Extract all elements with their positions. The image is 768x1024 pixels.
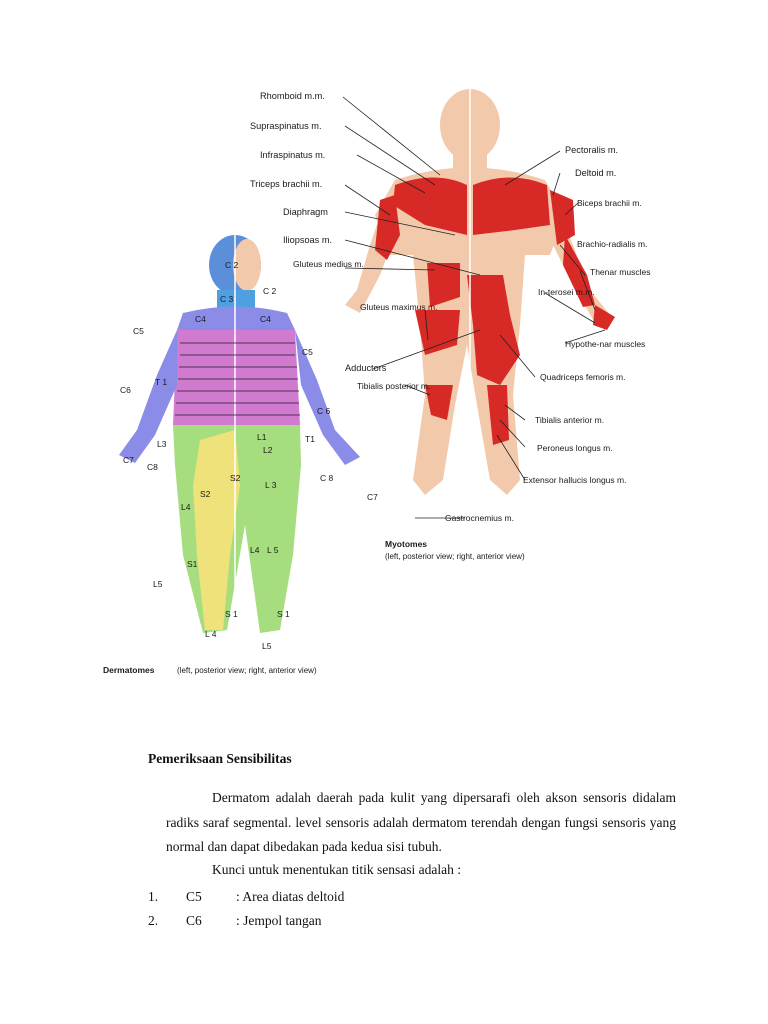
dermatomes-caption-title: Dermatomes <box>103 665 155 675</box>
segment-label: C 3 <box>220 294 234 304</box>
segment-label: T1 <box>305 434 315 444</box>
segment-label: S 1 <box>225 609 238 619</box>
segment-code: C5 <box>186 889 202 904</box>
myotome-label: Supraspinatus m. <box>250 121 322 131</box>
myotome-label: Deltoid m. <box>575 168 617 178</box>
myotome-label: Biceps brachii m. <box>577 198 642 208</box>
myotome-label: Gluteus medius m. <box>293 259 364 269</box>
section-title: Pemeriksaan Sensibilitas <box>148 751 292 766</box>
segment-label: C 6 <box>317 406 331 416</box>
list-number: 1. <box>148 889 159 904</box>
list-number: 2. <box>148 913 159 928</box>
gastrocnemius-label: Gastrocnemius m. <box>445 513 514 523</box>
myotome-label: Quadriceps femoris m. <box>540 372 626 382</box>
segment-label: L 4 <box>205 629 217 639</box>
myotome-label: Extensor hallucis longus m. <box>523 475 627 485</box>
anatomy-figure <box>95 85 655 685</box>
segment-code: C6 <box>186 913 202 928</box>
segment-label: L2 <box>263 445 273 455</box>
dermatomes-caption: (left, posterior view; right, anterior view) <box>177 666 317 675</box>
key-points-list <box>148 885 344 933</box>
list-item <box>148 909 344 933</box>
myotome-label: Pectoralis m. <box>565 145 619 155</box>
segment-label: C7 <box>123 455 134 465</box>
myotome-label: In-terosei m.m. <box>538 287 595 297</box>
myotome-label: Iliopsoas m. <box>283 235 333 245</box>
segment-label: C5 <box>133 326 144 336</box>
segment-label: C8 <box>147 462 158 472</box>
segment-description: : Jempol tangan <box>236 913 322 928</box>
paragraph-dermatom-definition: Dermatom adalah daerah pada kulit yang dipersarafi oleh akson sensoris didalam radiks saraf segmental. level sensoris adalah dermatom terendah dengan fungsi sensoris yang normal dan dapat dibedakan pada kedua sisi tubuh. <box>166 790 676 854</box>
segment-label: L1 <box>257 432 267 442</box>
segment-label: L 3 <box>265 480 277 490</box>
myotome-label: Tibialis anterior m. <box>535 415 605 425</box>
myotome-label: Brachio-radialis m. <box>577 239 648 249</box>
segment-label: S2 <box>200 489 211 499</box>
segment-label: S1 <box>187 559 198 569</box>
segment-label: C4 <box>260 314 271 324</box>
myotome-label: Triceps brachii m. <box>250 179 323 189</box>
segment-label: S2 <box>230 473 241 483</box>
segment-label: L3 <box>157 439 167 449</box>
dermatome-myotome-illustration <box>95 85 655 685</box>
myotomes-caption: (left, posterior view; right, anterior view) <box>385 552 525 561</box>
segment-label: T 1 <box>155 377 168 387</box>
myotome-label: Peroneus longus m. <box>537 443 613 453</box>
segment-label: C6 <box>120 385 131 395</box>
segment-label: L5 <box>153 579 163 589</box>
myotome-label: Thenar muscles <box>590 267 651 277</box>
segment-label: C 2 <box>225 260 239 270</box>
segment-label: S 1 <box>277 609 290 619</box>
list-item <box>148 885 344 909</box>
segment-label: C7 <box>367 492 378 502</box>
segment-label: L4 <box>250 545 260 555</box>
segment-label: C4 <box>195 314 206 324</box>
segment-label: L5 <box>262 641 272 651</box>
myotome-label: Infraspinatus m. <box>260 150 326 160</box>
myotome-label: Rhomboid m.m. <box>260 91 325 101</box>
paragraph-key-intro: Kunci untuk menentukan titik sensasi adalah : <box>212 862 461 877</box>
myotomes-caption-title: Myotomes <box>385 539 428 549</box>
myotome-label: Diaphragm <box>283 207 328 217</box>
myotome-label: Gluteus maximus m. <box>360 302 438 312</box>
segment-label: C 2 <box>263 286 277 296</box>
segment-label: L4 <box>181 502 191 512</box>
segment-label: C5 <box>302 347 313 357</box>
segment-description: : Area diatas deltoid <box>236 889 345 904</box>
myotome-label: Adductors <box>345 363 387 373</box>
segment-label: L 5 <box>267 545 279 555</box>
myotome-label: Hypothe-nar muscles <box>565 339 646 349</box>
segment-label: C 8 <box>320 473 334 483</box>
myotome-label: Tibialis posterior m. <box>357 381 431 391</box>
